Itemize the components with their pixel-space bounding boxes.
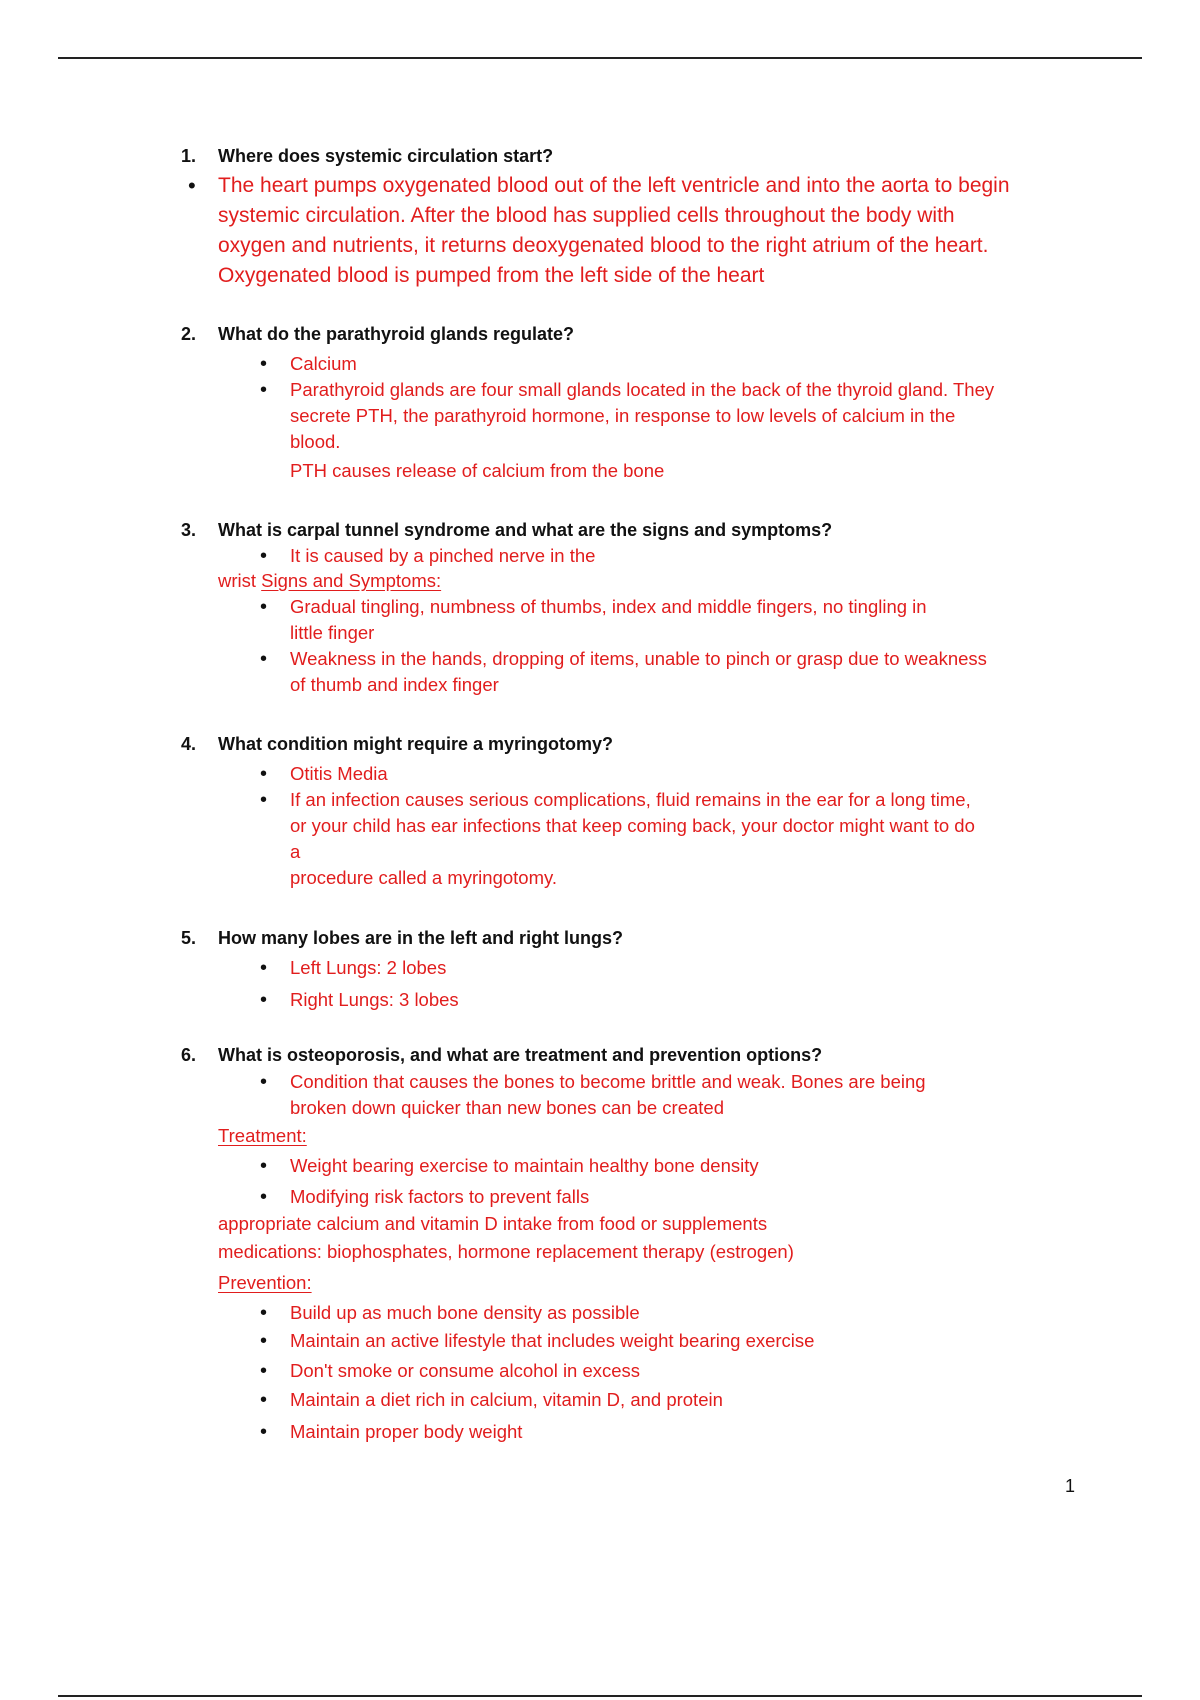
list-item-text: Build up as much bone density as possible: [290, 1302, 640, 1323]
list-item: [260, 351, 357, 377]
list-item-line: a: [290, 841, 301, 862]
list-item-text: Left Lungs: 2 lobes: [290, 957, 447, 978]
bullet-icon: •: [188, 173, 196, 198]
treatment-heading: Treatment:: [218, 1125, 307, 1146]
list-item-line: Parathyroid glands are four small glands located in the back of the thyroid gland. They: [290, 379, 995, 400]
list-item: [260, 594, 927, 646]
wrist-text: wrist: [218, 570, 257, 591]
list-item: [260, 1300, 640, 1326]
signs-heading: Signs and Symptoms:: [261, 570, 442, 591]
question-text: What is osteoporosis, and what are treatment and prevention options?: [218, 1045, 823, 1065]
list-item: [260, 761, 388, 787]
answer-line: Oxygenated blood is pumped from the left side of the heart: [218, 264, 765, 287]
list-item-line: Weakness in the hands, dropping of items, unable to pinch or grasp due to weakness: [290, 648, 987, 669]
answer-line: The heart pumps oxygenated blood out of the left ventricle and into the aorta to begin: [218, 174, 1010, 197]
list-item-text: Calcium: [290, 353, 357, 374]
question-number: 4.: [181, 734, 197, 754]
bullet-icon: •: [260, 957, 268, 979]
question-4: [181, 734, 614, 755]
list-item-text: Maintain proper body weight: [290, 1421, 523, 1442]
list-item-line: Gradual tingling, numbness of thumbs, index and middle fingers, no tingling in: [290, 596, 927, 617]
treatment-note: medications: biophosphates, hormone replacement therapy (estrogen): [218, 1241, 794, 1262]
answer-note: PTH causes release of calcium from the bone: [290, 460, 665, 481]
bullet-icon: •: [260, 596, 268, 618]
bullet-icon: •: [260, 379, 268, 401]
footer-rule: [58, 1695, 1142, 1697]
list-item-text: Don't smoke or consume alcohol in excess: [290, 1360, 641, 1381]
list-item-line: secrete PTH, the parathyroid hormone, in response to low levels of calcium in the: [290, 405, 956, 426]
list-item: [260, 787, 975, 891]
prevention-heading: Prevention:: [218, 1272, 312, 1293]
question-number: 2.: [181, 324, 197, 344]
answer-line: systemic circulation. After the blood has supplied cells throughout the body with: [218, 204, 955, 227]
list-item: [260, 377, 995, 455]
question-number: 6.: [181, 1045, 197, 1065]
bullet-icon: •: [260, 1389, 268, 1411]
bullet-icon: •: [260, 1186, 268, 1208]
bullet-icon: •: [260, 648, 268, 670]
question-number: 5.: [181, 928, 197, 948]
list-item: [260, 1419, 523, 1445]
answer-1: [188, 171, 1010, 291]
bullet-icon: •: [260, 763, 268, 785]
list-item-line: If an infection causes serious complications, fluid remains in the ear for a long time,: [290, 789, 971, 810]
bullet-icon: •: [260, 1155, 268, 1177]
list-item-line: blood.: [290, 431, 341, 452]
list-item-text: Maintain a diet rich in calcium, vitamin D, and protein: [290, 1389, 723, 1410]
list-item: [260, 1358, 641, 1384]
question-number: 3.: [181, 520, 197, 540]
list-item-text: Otitis Media: [290, 763, 388, 784]
bullet-icon: •: [260, 1360, 268, 1382]
list-item: [260, 987, 459, 1013]
list-item-text: Maintain an active lifestyle that includes weight bearing exercise: [290, 1330, 815, 1351]
question-3: [181, 520, 833, 541]
list-item-line: or your child has ear infections that keep coming back, your doctor might want to do: [290, 815, 975, 836]
list-item-line: procedure called a myringotomy.: [290, 867, 558, 888]
list-item: [260, 955, 447, 981]
list-item-line: little finger: [290, 622, 375, 643]
question-text: What condition might require a myringotomy?: [218, 734, 614, 754]
bullet-icon: •: [260, 1302, 268, 1324]
list-item: [260, 543, 596, 569]
bullet-icon: •: [260, 989, 268, 1011]
list-item: [260, 1069, 926, 1121]
list-item: [260, 1387, 723, 1413]
list-item: [260, 1184, 590, 1210]
bullet-icon: •: [260, 545, 268, 567]
question-6: [181, 1045, 823, 1066]
bullet-icon: •: [260, 353, 268, 375]
question-text: What do the parathyroid glands regulate?: [218, 324, 575, 344]
list-item: [260, 646, 987, 698]
page-number: 1: [1065, 1476, 1076, 1496]
list-item-line: broken down quicker than new bones can be created: [290, 1097, 725, 1118]
answer-line: oxygen and nutrients, it returns deoxygenated blood to the right atrium of the heart.: [218, 234, 989, 257]
bullet-icon: •: [260, 1330, 268, 1352]
list-item: [260, 1328, 815, 1354]
question-text: Where does systemic circulation start?: [218, 146, 554, 166]
list-item-text: Weight bearing exercise to maintain healthy bone density: [290, 1155, 759, 1176]
question-5: [181, 928, 624, 949]
list-item-text: Right Lungs: 3 lobes: [290, 989, 459, 1010]
signs-line: [218, 568, 441, 594]
list-item-line: of thumb and index finger: [290, 674, 499, 695]
question-text: How many lobes are in the left and right lungs?: [218, 928, 624, 948]
question-text: What is carpal tunnel syndrome and what are the signs and symptoms?: [218, 520, 833, 540]
list-item-line: Condition that causes the bones to become brittle and weak. Bones are being: [290, 1071, 926, 1092]
bullet-icon: •: [260, 1071, 268, 1093]
bullet-icon: •: [260, 789, 268, 811]
treatment-note: appropriate calcium and vitamin D intake from food or supplements: [218, 1213, 768, 1234]
question-1: [181, 146, 554, 167]
list-item-text: Modifying risk factors to prevent falls: [290, 1186, 590, 1207]
list-item: [260, 1153, 759, 1179]
question-2: [181, 324, 575, 345]
list-item-text: It is caused by a pinched nerve in the: [290, 545, 596, 566]
bullet-icon: •: [260, 1421, 268, 1443]
question-number: 1.: [181, 146, 197, 166]
